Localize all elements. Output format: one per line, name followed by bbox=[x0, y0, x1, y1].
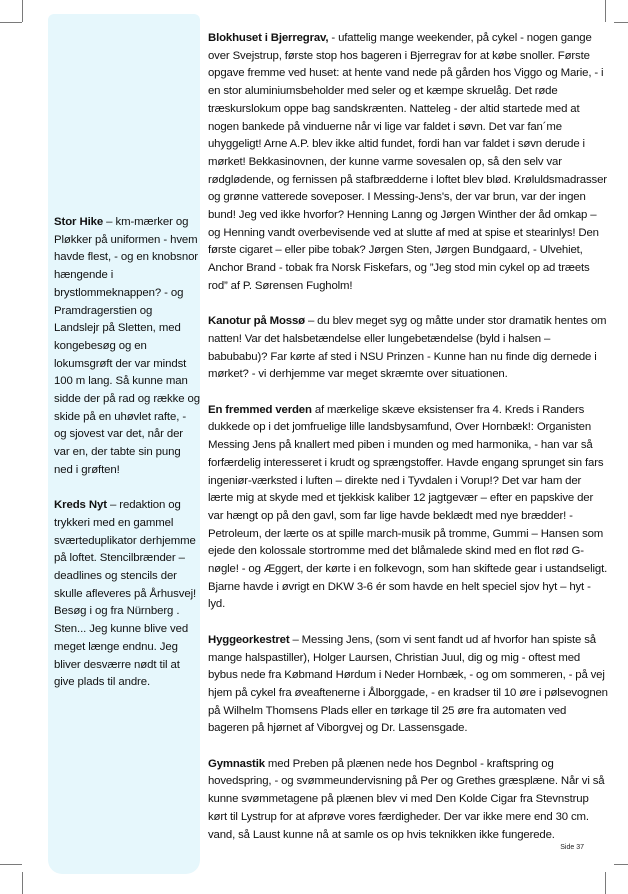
section-heading: Kreds Nyt bbox=[54, 499, 107, 512]
crop-mark-top-right-vertical bbox=[605, 0, 606, 22]
sidebar-section-kreds-nyt bbox=[54, 497, 200, 692]
crop-mark-bottom-left-horizontal bbox=[0, 864, 22, 865]
section-body: – du blev meget syg og måtte under stor dramatik hentes om natten! Var det halsbetændelse eller lungebetændelse (byld i halsen – babubabu)? Far kørte af sted i NSU Prinzen - Kunne han nu finde dig dernede i mørket? - vi derhjemme var meget skræmte over situationen. bbox=[208, 315, 607, 381]
sidebar-section-stor-hike bbox=[54, 214, 200, 480]
page-number: Side 37 bbox=[560, 844, 584, 851]
section-blokhuset bbox=[208, 30, 608, 296]
crop-mark-bottom-right-horizontal bbox=[614, 864, 628, 865]
section-body: – Messing Jens, (som vi sent fandt ud af hvorfor han spiste så mange halspastiller), Holger Laursen, Christian Juul, dig og mig - oftest med bybus nede fra Købmand Hørdum i Neder Hornbæk, - og om sommeren, - på vej hjem på cykel fra øveaftenerne i Ålborggade, - en kradser til 10 øre i pølsevognen på Wilhelm Thomsens Plads eller en tørkage til 25 øre fra automaten ved bageren på hjørnet af Viborgvej og Dr. Lassensgade. bbox=[208, 633, 608, 735]
section-hyggeorkestret bbox=[208, 632, 608, 738]
main-text-column bbox=[208, 30, 608, 862]
section-kanotur bbox=[208, 313, 608, 384]
section-heading: En fremmed verden bbox=[208, 403, 312, 416]
section-gymnastik bbox=[208, 756, 608, 845]
section-heading: Stor Hike bbox=[54, 216, 104, 228]
section-body: - ufattelig mange weekender, på cykel - nogen gange over Svejstrup, første stop hos bageren i Bjerregrav for at købe snoller. Første opgave fremme ved huset: at hente vand nede på gården hos Viggo og Marie, - i en stor aluminiumsbeholder med seler og et kæmpe skruelåg. Det røde træskurslokum oppe bag sandskrænten. Natteleg - der altid startede med at nogen bankede på vinduerne når vi lige var faldet i søvn. Det var fan´me uhyggeligt! Arne A.P. blev ikke altid fundet, fordi han var faldet i søvn derude i mørket! Bekkasinovnen, der kunne varme sovesalen op, så den selv var rødglødende, og fernissen på stafbrædderne i loftet blev blød. Krøluldsmadrasser og grønne vatterede soveposer. I Messing-Jens's, der var brun, var der ingen bund! Jeg ved ikke hvorfor? Henning Lanng og Jørgen Winther der åd omkap – og Henning vandt overbevisende ved at slutte af med at spise et stearinlys! Den første cigaret – eller pibe tobak? Jørgen Sten, Jørgen Bundgaard, - Ulvehiet, Anchor Brand - tobak fra Norsk Fiskefars, og ”Jeg stod min cykel op ad træets rod” af P. Sørensen Fugholm! bbox=[208, 32, 607, 292]
sidebar-text bbox=[54, 214, 200, 710]
section-heading: Hyggeorkestret bbox=[208, 633, 290, 646]
section-heading: Kanotur på Mossø bbox=[208, 315, 305, 328]
crop-mark-top-right-horizontal bbox=[614, 22, 628, 23]
section-body: med Preben på plænen nede hos Degnbol - kraftspring og hovedspring, - og svømmeundervisning på Per og Grethes græsplæne. Når vi så kunne svømmetagene på plænen blev vi med Den Kolde Cigar fra Stevnstrup kørt til Lystrup for at afprøve vores færdigheder. Der var ikke mere end 30 cm. vand, så Laust kunne nå at samle os op hvis teknikken ikke fungerede. bbox=[208, 757, 605, 841]
crop-mark-bottom-right-vertical bbox=[605, 872, 606, 894]
section-en-fremmed-verden bbox=[208, 402, 608, 614]
section-body: – redaktion og trykkeri med en gammel sværteduplikator derhjemme på loftet. Stencilbrænder – deadlines og stencils der skulle afleveres på Århusvej! Besøg i og fra Nürnberg . Sten... Jeg kunne blive ved meget længe endnu. Jeg bliver desværre nødt til at give plads til andre. bbox=[54, 499, 197, 689]
section-heading: Blokhuset i Bjerregrav, bbox=[208, 32, 329, 44]
crop-mark-top-left-vertical bbox=[22, 0, 23, 22]
section-body: af mærkelige skæve eksistenser fra 4. Kreds i Randers dukkede op i det jomfruelige lille landsbysamfund, Over Hornbæk!: Organisten Messing Jens på knallert med piben i munden og med harmonika, - han var så forfærdelig interesseret i krudt og sprængstoffer. Havde engang sprunget sin fars ingeniør-værksted i luften – direkte ned i Tyvdalen i Vorup!? Det var ham der lærte mig at skyde med et tjekkisk kaliber 12 jagtgevær – efter en papskive der var hængt op på den gavl, som far lige havde beklædt med nye brædder! - Petroleum, der lærte os at spille march-musik på tromme, Gummi – Hansen som ejede den kolossale stortromme med det blåmalede skind med en flot rød G-nøgle! - og Æggert, der kørte i en folkevogn, som han skiftede gear i ustandseligt. Bjarne havde i øvrigt en DKW 3-6 ér som havde en helt speciel sjov hyt – hyt - lyd. bbox=[208, 403, 608, 611]
crop-mark-bottom-left-vertical bbox=[22, 872, 23, 894]
section-body: – km-mærker og Pløkker på uniformen - hvem havde flest, - og en knobsnor hængende i brystlommeknappen? - og Pramdragerstien og Landslejr på Sletten, med kongebesøg og en lokumsgrøft der var mindst 100 m lang. Så kunne man sidde der på rad og række og skide på en uhøvlet rafte, - og sjovest var det, når der var en, der tabte sin pung ned i grøften! bbox=[54, 216, 201, 476]
crop-mark-top-left-horizontal bbox=[0, 22, 22, 23]
section-heading: Gymnastik bbox=[208, 757, 265, 770]
